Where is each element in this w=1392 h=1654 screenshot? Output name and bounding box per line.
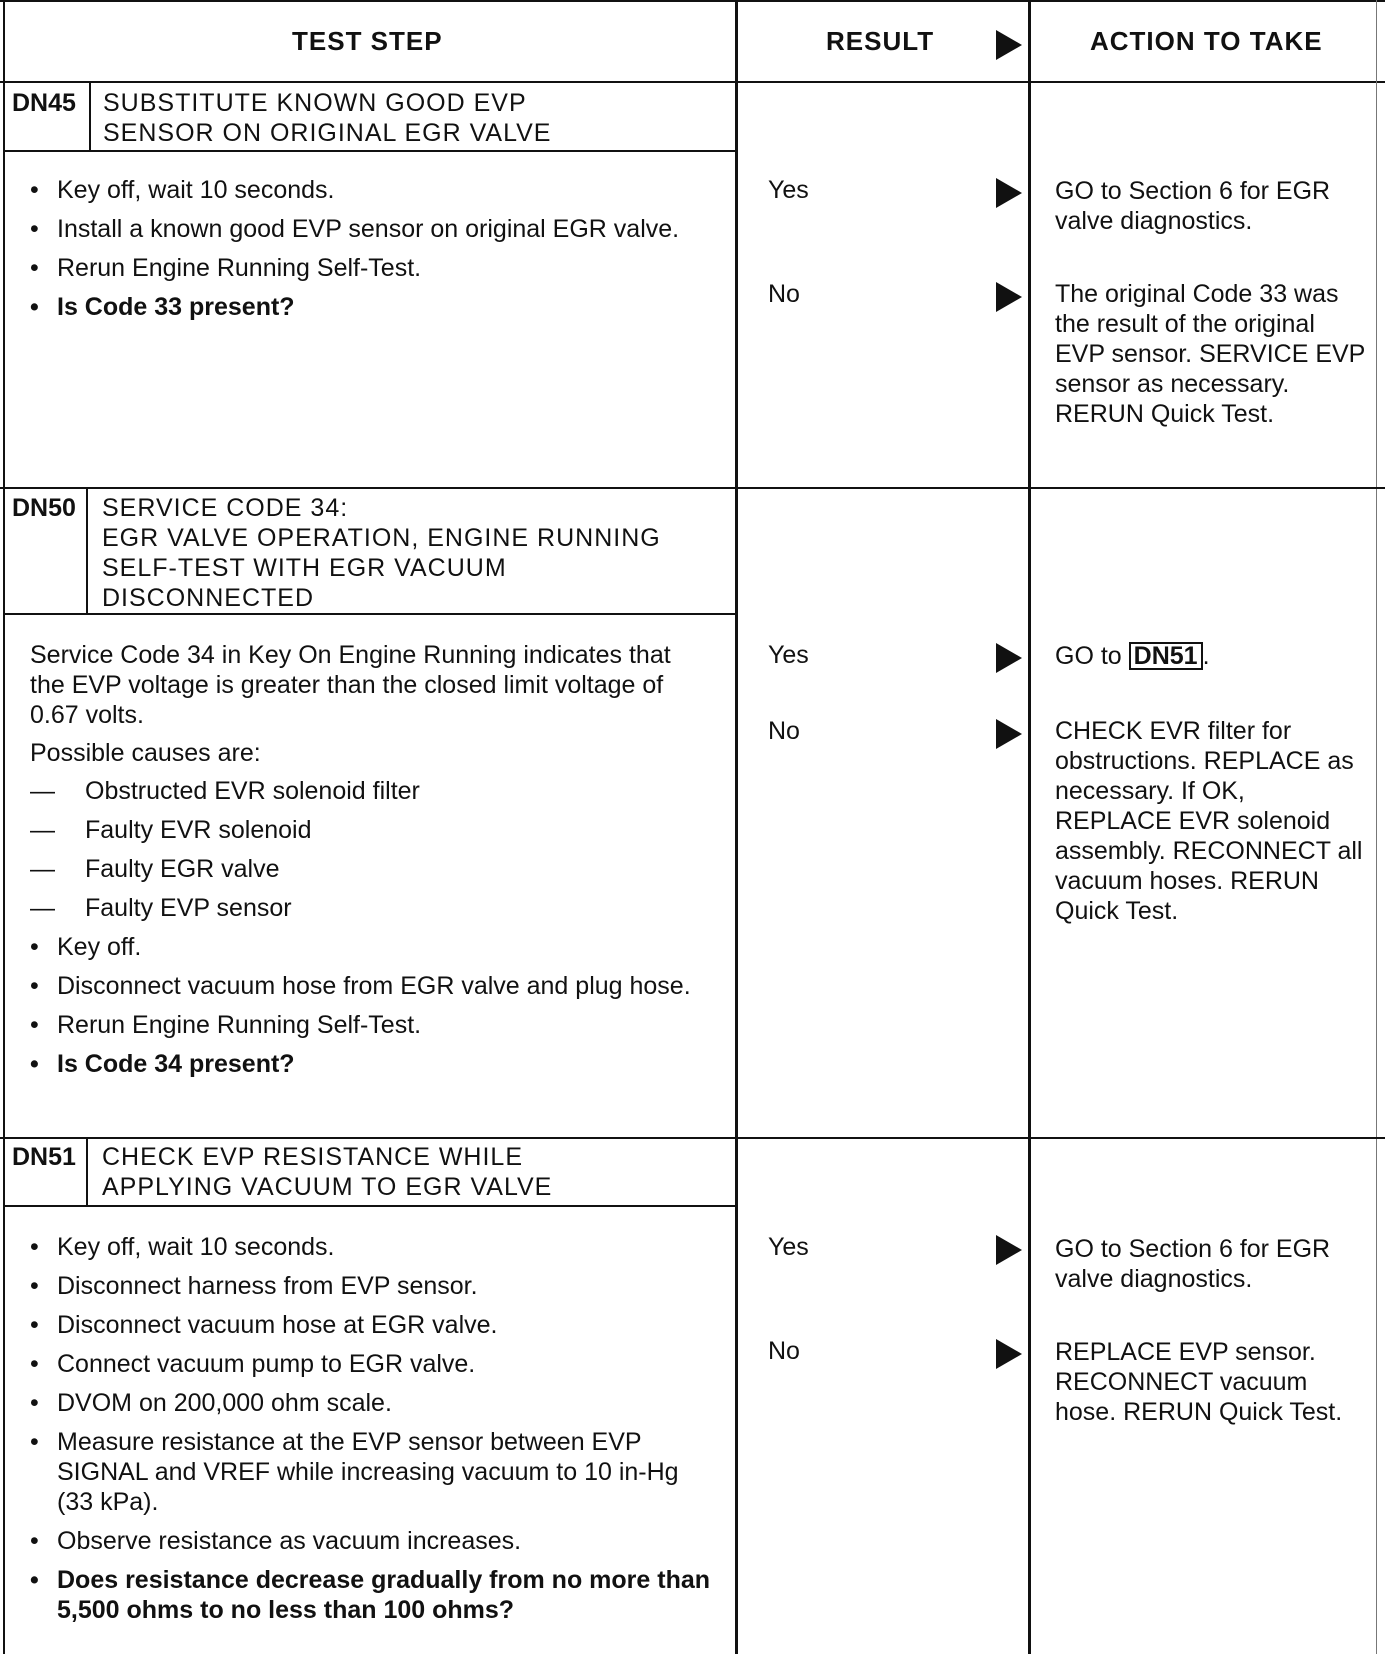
dn51-box-bottom xyxy=(3,1205,737,1207)
result-no-dn51: No xyxy=(768,1337,800,1365)
title-line: CHECK EVP RESISTANCE WHILE xyxy=(102,1143,523,1171)
header-action: ACTION TO TAKE xyxy=(1090,26,1323,56)
step-code-dn45: DN45 xyxy=(12,89,76,117)
arrow-icon xyxy=(996,719,1022,749)
dn45-box-bottom xyxy=(3,150,737,152)
action-no-dn45: The original Code 33 was the result of the original EVP sensor. SERVICE EVP sensor as necessary. RERUN Quick Test. xyxy=(1055,280,1365,428)
title-line: SELF-TEST WITH EGR VACUUM xyxy=(102,554,507,582)
cause-item: — Obstructed EVR solenoid filter xyxy=(30,777,420,805)
action-yes-dn51: GO to Section 6 for EGR valve diagnostics. xyxy=(1055,1235,1331,1293)
row-divider-2 xyxy=(0,1137,1385,1139)
header-result: RESULT xyxy=(826,26,935,56)
step-code-dn51: DN51 xyxy=(12,1143,76,1171)
causes-label: Possible causes are: xyxy=(30,739,261,767)
list-item: • Key off. xyxy=(30,933,142,961)
title-line: SUBSTITUTE KNOWN GOOD EVP xyxy=(103,89,527,117)
question-item: • Does resistance decrease gradually from no more than 5,500 ohms to no less than 100 ohms? xyxy=(30,1566,711,1624)
list-item: • Disconnect vacuum hose from EGR valve and plug hose. xyxy=(30,972,691,1000)
dn51-code-divider xyxy=(86,1137,88,1207)
cause-item: — Faulty EVP sensor xyxy=(30,894,292,922)
title-line: APPLYING VACUUM TO EGR VALVE xyxy=(102,1173,553,1201)
list-item: • Observe resistance as vacuum increases. xyxy=(30,1527,522,1555)
dn50-box-bottom xyxy=(3,613,737,615)
action-column-divider xyxy=(1028,0,1031,1654)
list-item: • Rerun Engine Running Self-Test. xyxy=(30,1011,422,1039)
arrow-icon xyxy=(996,1339,1022,1369)
question-item: • Is Code 33 present? xyxy=(30,293,295,321)
step-body-dn50 xyxy=(30,640,710,1088)
action-yes-dn45: GO to Section 6 for EGR valve diagnostics. xyxy=(1055,177,1331,235)
step-body-dn51 xyxy=(30,1232,710,1634)
action-yes-dn50 xyxy=(1055,641,1365,671)
title-line: SERVICE CODE 34: xyxy=(102,494,349,522)
title-line: EGR VALVE OPERATION, ENGINE RUNNING xyxy=(102,524,661,552)
step-title-dn51 xyxy=(102,1142,702,1202)
step-code-dn50: DN50 xyxy=(12,494,76,522)
list-item: • Rerun Engine Running Self-Test. xyxy=(30,254,422,282)
title-line: SENSOR ON ORIGINAL EGR VALVE xyxy=(103,119,552,147)
list-item: • Install a known good EVP sensor on original EGR valve. xyxy=(30,215,680,243)
result-yes-dn51: Yes xyxy=(768,1233,809,1261)
result-yes-dn50: Yes xyxy=(768,641,809,669)
step-reference-dn51[interactable]: DN51 xyxy=(1129,642,1203,670)
arrow-icon xyxy=(996,178,1022,208)
step-body-dn45 xyxy=(30,175,710,331)
title-line: DISCONNECTED xyxy=(102,584,315,612)
arrow-icon xyxy=(996,643,1022,673)
action-no-dn50: CHECK EVR filter for obstructions. REPLACE as necessary. If OK, REPLACE EVR solenoid assembly. RECONNECT all vacuum hoses. RERUN Quick Test. xyxy=(1055,717,1363,925)
result-no-dn45: No xyxy=(768,280,800,308)
header-arrow-icon xyxy=(996,30,1022,60)
list-item: • Measure resistance at the EVP sensor between EVP SIGNAL and VREF while increasing vacuum to 10 in-Hg (33 kPa). xyxy=(30,1428,679,1516)
left-border xyxy=(3,0,5,1654)
arrow-icon xyxy=(996,1235,1022,1265)
dn50-code-divider xyxy=(86,487,88,615)
dn45-code-divider xyxy=(89,81,91,152)
result-yes-dn45: Yes xyxy=(768,176,809,204)
step-title-dn50 xyxy=(102,493,732,613)
result-no-dn50: No xyxy=(768,717,800,745)
result-column-divider xyxy=(735,0,738,1654)
arrow-icon xyxy=(996,282,1022,312)
list-item: • Key off, wait 10 seconds. xyxy=(30,1233,335,1261)
list-item: • Disconnect vacuum hose at EGR valve. xyxy=(30,1311,498,1339)
list-item: • Key off, wait 10 seconds. xyxy=(30,176,335,204)
list-item: • DVOM on 200,000 ohm scale. xyxy=(30,1389,392,1417)
action-prefix: GO to xyxy=(1055,642,1122,670)
action-no-dn51: REPLACE EVP sensor. RECONNECT vacuum hose. RERUN Quick Test. xyxy=(1055,1338,1343,1426)
intro-text: Service Code 34 in Key On Engine Running indicates that the EVP voltage is greater than the closed limit voltage of 0.67 volts. xyxy=(30,641,671,729)
step-title-dn45 xyxy=(103,88,703,148)
cause-item: — Faulty EVR solenoid xyxy=(30,816,312,844)
cause-item: — Faulty EGR valve xyxy=(30,855,280,883)
right-edge xyxy=(1376,0,1377,1654)
list-item: • Disconnect harness from EVP sensor. xyxy=(30,1272,478,1300)
action-suffix: . xyxy=(1202,642,1210,670)
header-test-step: TEST STEP xyxy=(292,26,443,56)
header-divider xyxy=(0,81,1385,83)
row-divider-1 xyxy=(0,487,1385,489)
top-border xyxy=(0,0,1385,2)
list-item: • Connect vacuum pump to EGR valve. xyxy=(30,1350,476,1378)
question-item: • Is Code 34 present? xyxy=(30,1050,295,1078)
